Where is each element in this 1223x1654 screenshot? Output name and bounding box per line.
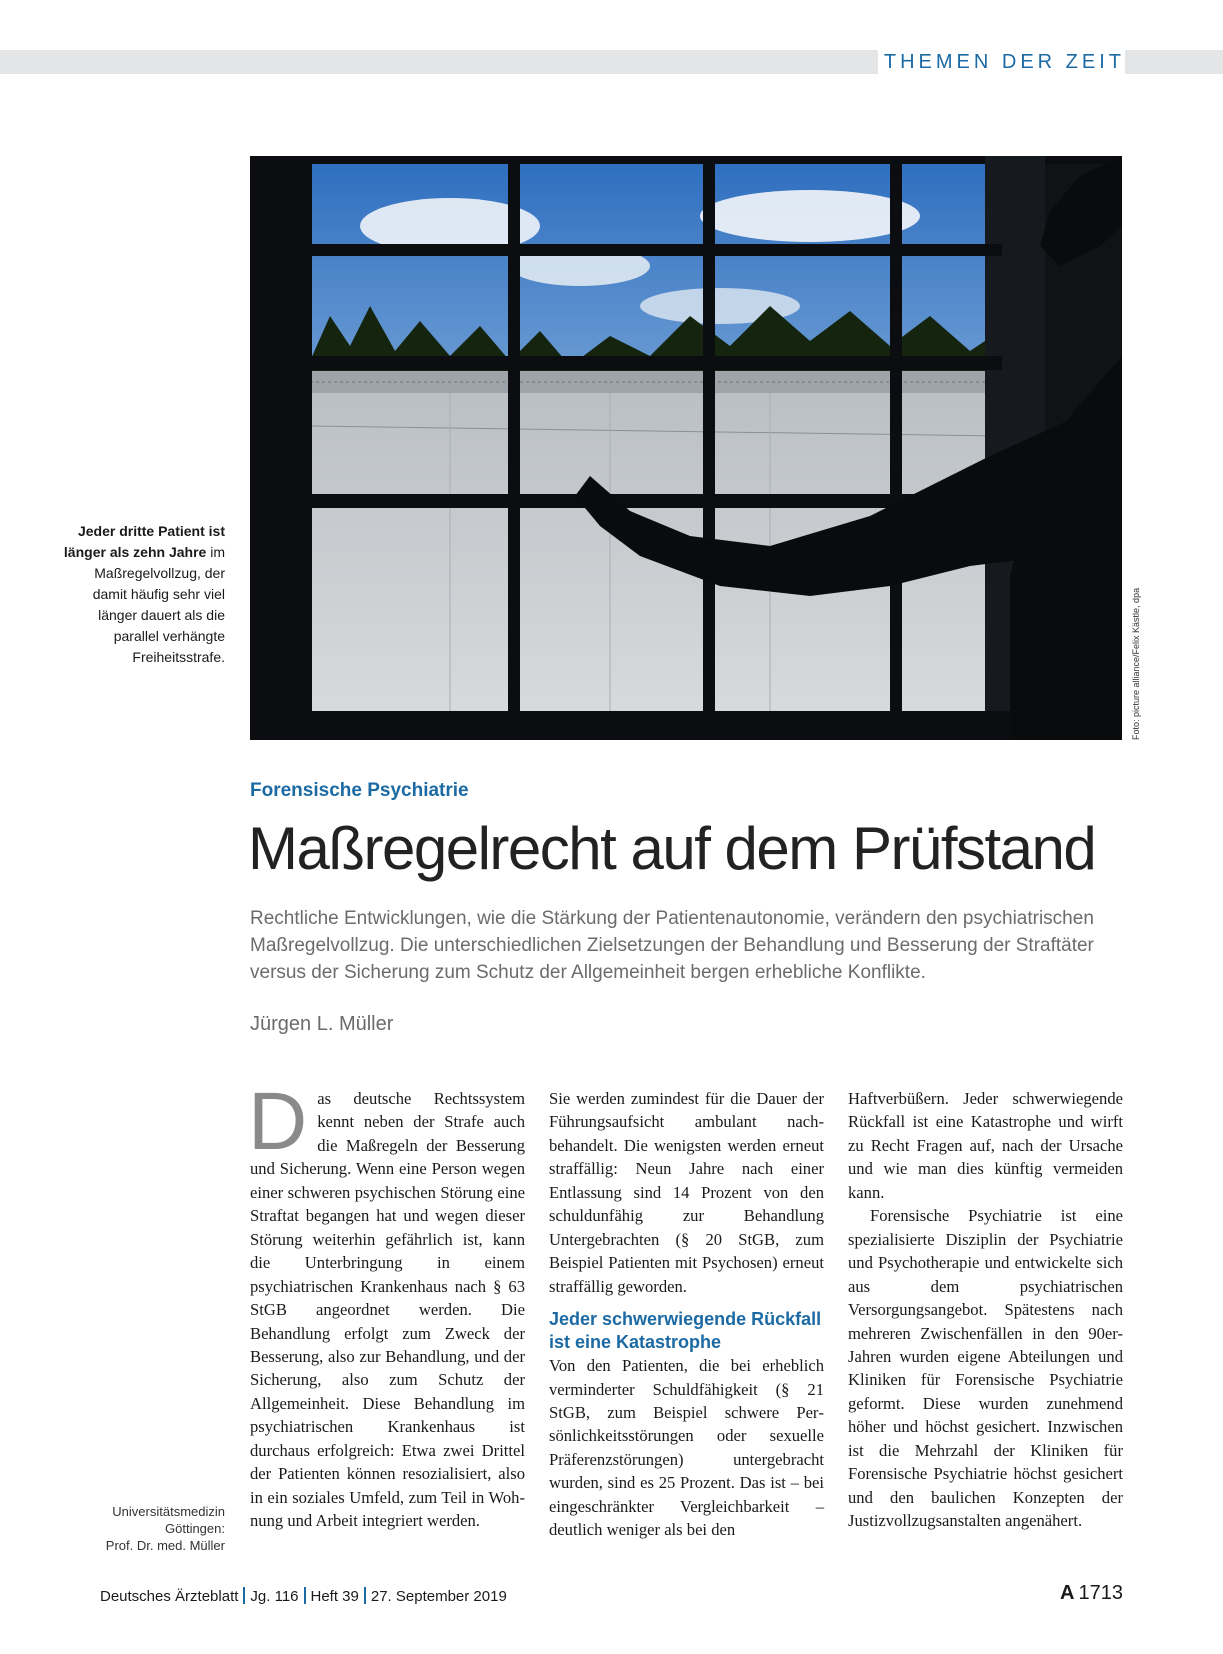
photo-credit: Foto: picture alliance/Felix Kästle, dpa [1131,587,1141,740]
footer-divider [243,1587,245,1604]
page-footer [100,1587,507,1605]
caption-highlight: Jeder dritte Patient ist länger als zehn Jahre [63,523,225,560]
photo-prison-window [250,156,1122,740]
section-subheading: Jeder schwerwiegende Rückfall ist eine Katastrophe [549,1309,822,1353]
page-number [1060,1582,1123,1605]
footer-divider [304,1587,306,1604]
photo-caption [60,521,225,668]
affiliation-line: Prof. Dr. med. Müller [105,1538,225,1553]
page-number-value: 1713 [1078,1582,1123,1604]
footer-divider [364,1587,366,1604]
body-column-1 [248,1076,525,1533]
section-label: THEMEN DER ZEIT [878,50,1125,74]
article-headline: Maßregelrecht auf dem Prüfstand [248,815,1096,882]
issue-date: 27. September 2019 [370,1588,507,1605]
body-paragraph: Von den Patienten, die bei erheblich verminderter Schuldfähigkeit (§ 21 StGB, zum Beispiel schwere Persönlichkeitsstörungen oder sexuelle Präferenzstörungen) untergebracht wurden, sind es 25 Prozent. Das ist – bei eingeschränkter Vergleichbarkeit – deutlich weniger als bei den [549,1356,824,1540]
affiliation-line: Universitätsmedizin [112,1504,225,1519]
body-paragraph: Forensische Psychiatrie ist eine spezialisierte Disziplin der Psychiatrie und Psychotherapie und entwickelte sich aus dem psychiatrischen Versorgungsangebot. Spätestens nach mehreren Zwischenfällen in den 90er-Jahren wurden eigene Abteilungen und Kliniken für Forensische Psychiatrie geformt. Diese wurden zunehmend höher und höchst gesichert. Inzwischen ist die Mehrzahl der Kliniken für Forensische Psychiatrie höchst gesichert und den baulichen Konzepten der Justizvollzugsanstalten angenähert. [848,1206,1123,1531]
body-column-2 [549,1087,824,1542]
article-lead: Rechtliche Entwicklungen, wie die Stärkung der Patientenautonomie, verändern den psychiatrischen Maßregelvollzug. Die unterschiedlichen Zielsetzungen der Behandlung und Besserung der Straftäter versus der Sicherung zum Schutz der Allgemeinheit bergen erhebliche Konflikte. [250,908,1094,983]
body-paragraph: Sie werden zumindest für die Dauer der Führungsaufsicht ambulant nachbehandelt. Die wenigsten werden erneut straffällig: Neun Jahre nach einer Entlassung sind 14 Prozent von den schuldunfähig zur Behandlung Untergebrachten (§ 20 StGB, zum Beispiel Patienten mit Psychosen) erneut straffällig geworden. [549,1089,824,1296]
article-photo [250,156,1122,740]
body-paragraph: Haftverbüßern. Jeder schwerwiegende Rückfall ist eine Katastrophe und wirft zu Recht Fragen auf, nach der Ursache und wie man dies künftig vermeiden kann. [848,1089,1123,1202]
article-kicker: Forensische Psychiatrie [250,780,469,801]
journal-issue: Heft 39 [310,1588,359,1605]
body-paragraph: as deutsche Rechtssystem kennt neben der Strafe auch die Maßregeln der Besserung und Sicherung. Wenn eine Person wegen einer schweren psychischen Störung eine Straftat begangen hat und wegen dieser Störung weiterhin gefährlich ist, kann die Unterbringung in einem psychiatrischen Krankenhaus nach § 63 StGB angeordnet werden. Die Behandlung erfolgt zum Zweck der Besserung, also zur Behandlung, und der Sicherung, also zum Schutz der Allgemeinheit. Diese Behandlung im psychiatrischen Krankenhaus ist durchaus erfolgreich: Etwa zwei Drittel der Patienten können resozialisiert, also in ein soziales Umfeld, zum Teil in Wohnung und Arbeit integriert werden. [250,1089,525,1531]
caption-text: im Maßregelvollzug, der damit häufig sehr viel länger dauert als die parallel verhängte Freiheitsstrafe. [92,544,225,665]
body-column-3 [848,1087,1123,1533]
journal-name: Deutsches Ärzteblatt [100,1588,239,1605]
author-affiliation [60,1503,225,1554]
page-prefix: A [1060,1582,1075,1604]
drop-cap: D [248,1076,308,1167]
affiliation-line: Göttingen: [165,1521,225,1536]
journal-volume: Jg. 116 [250,1588,299,1605]
article-author: Jürgen L. Müller [250,1013,394,1035]
